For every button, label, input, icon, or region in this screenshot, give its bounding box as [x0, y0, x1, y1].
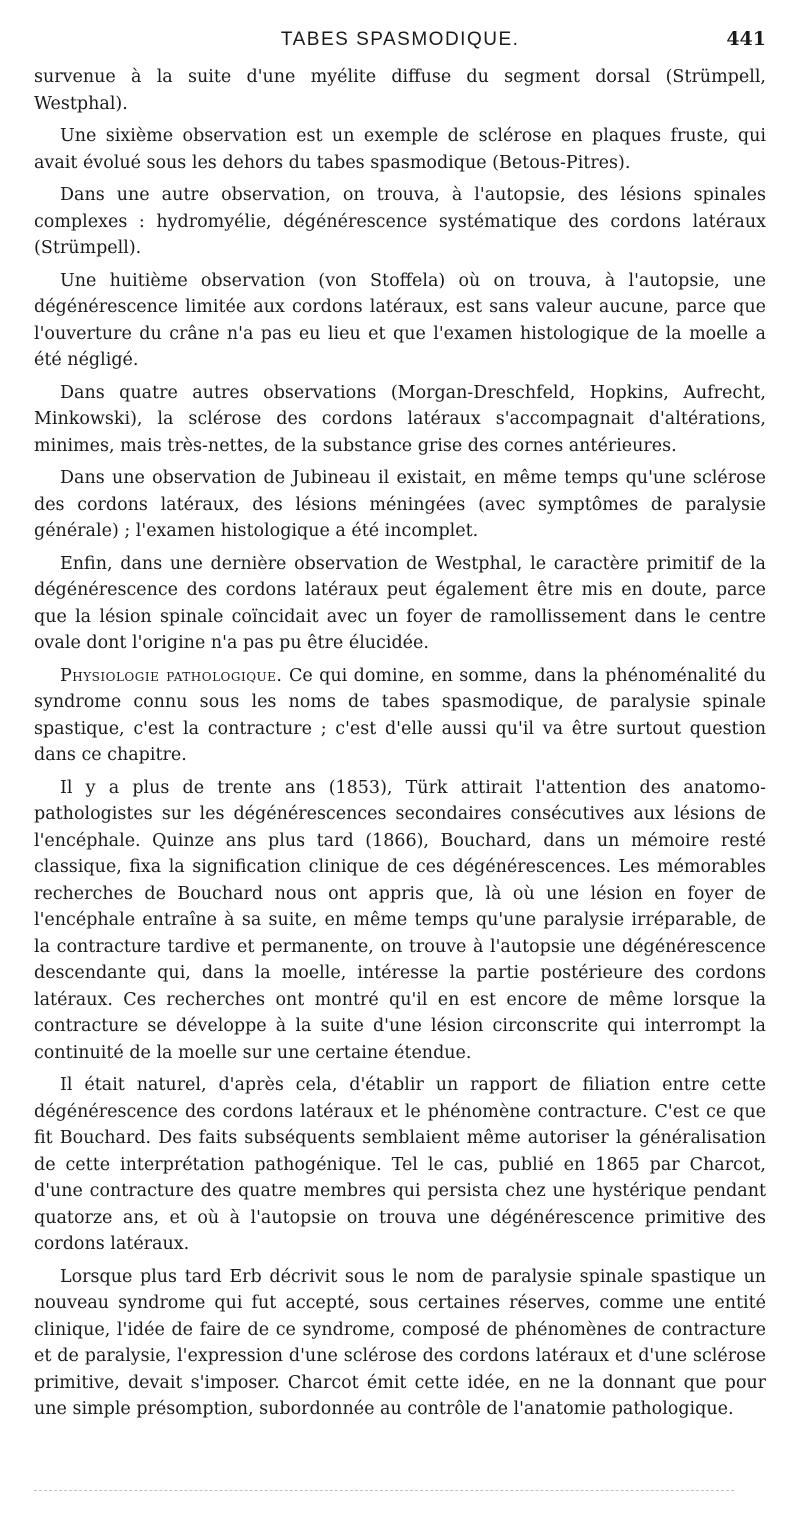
paragraph: Il y a plus de trente ans (1853), Türk attirait l'attention des anatomo-pathologistes sur les dégénérescences secondaires consécutives aux lésions de l'encéphale. Quinze ans plus tard (1866), Bouchard, dans un mémoire resté classique, fixa la signification clinique de ces dégénérescences. Les mémorables recherches de Bouchard nous ont appris que, là où une lésion en foyer de l'encéphale entraîne à sa suite, en même temps qu'une paralysie irréparable, de la contracture tardive et permanente, on trouve à l'autopsie une dégénérescence descendante qui, dans la moelle, intéresse la partie postérieure des cordons latéraux. Ces recherches ont montré qu'il en est encore de même lorsque la contracture se développe à la suite d'une lésion circonscrite qui interrompt la continuité de la moelle sur une certaine étendue. [34, 777, 766, 1063]
body-text [34, 64, 766, 1423]
paragraph: Une sixième observation est un exemple de sclérose en plaques fruste, qui avait évolué sous les dehors du tabes spasmodique (Betous-Pitres). [34, 126, 766, 173]
paragraph: Une huitième observation (von Stoffela) où on trouva, à l'autopsie, une dégénérescence limitée aux cordons latéraux, est sans valeur aucune, parce que l'ouverture du crâne n'a pas eu lieu et que l'examen histologique de la moelle a été négligé. [34, 270, 766, 370]
running-head-title: TABES SPASMODIQUE. [280, 29, 520, 50]
paragraph: Dans une autre observation, on trouva, à l'autopsie, des lésions spinales complexes : hydromyélie, dégénérescence systématique des cordons latéraux (Strümpell). [34, 185, 766, 258]
paragraph: Enfin, dans une dernière observation de Westphal, le caractère primitif de la dégénérescence des cordons latéraux peut également être mis en doute, parce que la lésion spinale coïncidait avec un foyer de ramollissement dans le centre ovale dont l'origine n'a pas pu être élucidée. [34, 553, 766, 653]
section-heading-text: Ce qui domine, en somme, dans la phénoménalité du syndrome connu sous les noms de tabes spasmodique, de paralysie spinale spastique, c'est la contracture ; c'est d'elle aussi qu'il va être surtout question dans ce chapitre. [34, 665, 766, 765]
book-page [34, 28, 766, 1429]
paragraph: Lorsque plus tard Erb décrivit sous le nom de paralysie spinale spastique un nouveau syndrome qui fut accepté, sous certaines réserves, comme une entité clinique, l'idée de faire de ce syndrome, composé de phénomènes de contracture et de paralysie, l'expression d'une sclérose des cordons latéraux et d'une sclérose primitive, devait s'imposer. Charcot émit cette idée, en ne la donnant que pour une simple présomption, subordonnée au contrôle de l'anatomie pathologique. [34, 1266, 766, 1419]
paragraph: Dans une observation de Jubineau il existait, en même temps qu'une sclérose des cordons latéraux, des lésions méningées (avec symptômes de paralysie générale) ; l'examen histologique a été incomplet. [34, 468, 766, 541]
footer-rule [34, 1490, 734, 1491]
paragraph: Dans quatre autres observations (Morgan-Dreschfeld, Hopkins, Aufrecht, Minkowski), la sclérose des cordons latéraux s'accompagnait d'altérations, minimes, mais très-nettes, de la substance grise des cornes antérieures. [34, 382, 766, 456]
section-heading: Physiologie pathologique. [60, 665, 283, 686]
paragraph-section-start [34, 663, 766, 769]
running-head [34, 28, 766, 58]
paragraph: Il était naturel, d'après cela, d'établir un rapport de filiation entre cette dégénérescence des cordons latéraux et le phénomène contracture. C'est ce que fit Bouchard. Des faits subséquents semblaient même autoriser la généralisation de cette interprétation pathogénique. Tel le cas, publié en 1865 par Charcot, d'une contracture des quatre membres qui persista chez une hystérique pendant quatorze ans, et où à l'autopsie on trouva une dégénérescence primitive des cordons latéraux. [34, 1075, 766, 1254]
paragraph-continuation: survenue à la suite d'une myélite diffuse du segment dorsal (Strümpell, Westphal). [34, 67, 766, 114]
page-number: 441 [726, 28, 766, 50]
